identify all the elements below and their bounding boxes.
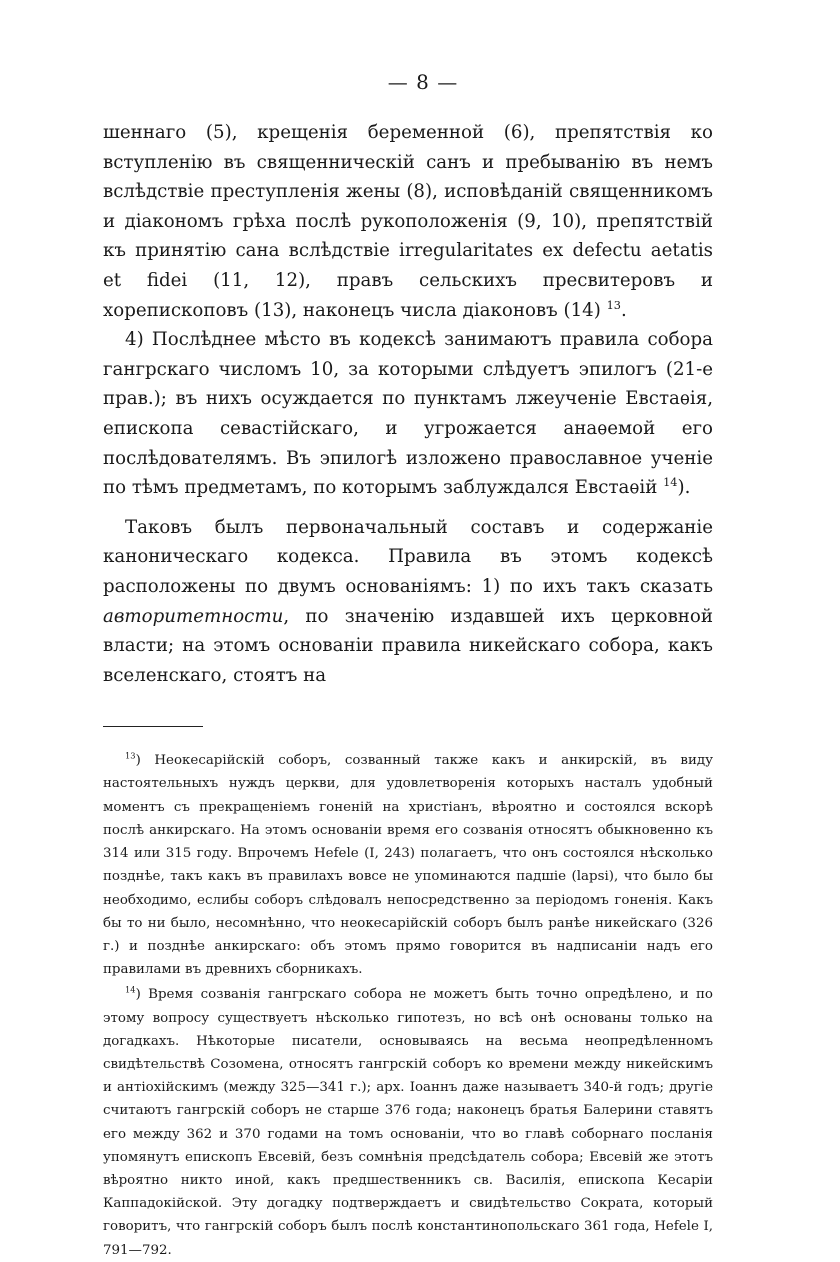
paragraph-text: 4) Послѣднее мѣсто въ кодексѣ занимаютъ правила собора гангрскаго числомъ 10, за которыми слѣдуетъ эпилогъ (21-е прав.); въ нихъ осуждается по пунктамъ лжеученіе Евстаѳія, епископа севастійскаго, и угрожается анаѳемой его послѣдователямъ. Въ эпилогѣ изложено православное ученіе по тѣмъ предметамъ, по которымъ заблуждался Евстаѳій xyxy=(103,329,713,499)
footnote-reference-13: 13 xyxy=(606,298,621,312)
paragraph-tail: ). xyxy=(677,477,691,499)
footnote-divider xyxy=(103,726,203,727)
footnote-14 xyxy=(103,983,713,1261)
paragraph-text: Таковъ былъ первоначальный составъ и содержаніе каноническаго кодекса. Правила въ этомъ кодексѣ расположены по двумъ основаніямъ: 1) по ихъ такъ сказать xyxy=(103,516,713,597)
book-page xyxy=(103,70,713,1262)
paragraph-text: шеннаго (5), крещенія беременной (6), препятствія ко вступленію въ священническій санъ и пребыванію въ немъ вслѣдствіе преступленія жены (8), исповѣданій священникомъ и діакономъ грѣха послѣ рукоположенія (9, 10), препятствій къ принятію сана вслѣдствіе irregularitates ex defectu aetatis et fidei (11, 12), правъ сельскихъ пресвитеровъ и хорепископовъ (13), наконецъ числа діаконовъ (14) xyxy=(103,122,713,321)
page-number: — 8 — xyxy=(387,70,459,94)
footnote-13 xyxy=(103,749,713,981)
footnote-marker: 13 xyxy=(125,750,136,761)
footnote-text: ) Время созванія гангрскаго собора не можетъ быть точно опредѣлено, и по этому вопросу существуетъ нѣсколько гипотезъ, но всѣ онѣ основаны только на догадкахъ. Нѣкоторые писатели, основываясь на весьма неопредѣленномъ свидѣтельствѣ Созомена, относятъ гангрскій соборъ ко времени между никейскимъ и антіохійскимъ (между 325—341 г.); арх. Іоаннъ даже называетъ 340-й годъ; другіе считаютъ гангрскій соборъ не старше 376 года; наконецъ братья Балерини ставятъ его между 362 и 370 годами на томъ основаніи, что во главѣ соборнаго посланія упомянутъ епископъ Евсевій, безъ сомнѣнія предсѣдатель собора; Евсевій же этотъ вѣроятно никто иной, какъ предшественникъ св. Василія, епископа Кесаріи Каппадокійской. Эту догадку подтверждаетъ и свидѣтельство Сократа, который говоритъ, что гангрскій соборъ былъ послѣ константинопольскаго 361 года, Hefele I, 791—792. xyxy=(103,987,713,1258)
footnote-reference-14: 14 xyxy=(663,476,678,490)
footnote-marker: 14 xyxy=(125,984,136,995)
paragraph-codex-composition xyxy=(103,513,713,691)
paragraph-text: , по значенію издавшей ихъ церковной власти; на этомъ основаніи правила никейскаго собора, какъ вселенскаго, стоятъ на xyxy=(103,605,713,686)
paragraph-continuation xyxy=(103,118,713,325)
footnotes xyxy=(103,749,713,1261)
paragraph-tail: . xyxy=(620,299,627,321)
emphasized-term: авторитетности xyxy=(103,605,284,627)
main-text xyxy=(103,118,713,690)
paragraph-gangra-canons xyxy=(103,325,713,503)
footnote-text: ) Неокесарійскій соборъ, созванный также какъ и анкирскій, въ виду настоятельныхъ нуждъ церкви, для удовлетворенія которыхъ насталъ удобный моментъ съ прекращеніемъ гоненій на христіанъ, вѣроятно и состоялся вскорѣ послѣ анкирскаго. На этомъ основаніи время его созванія относятъ обыкновенно къ 314 или 315 году. Впрочемъ Hefele (I, 243) полагаетъ, что онъ состоялся нѣсколько позднѣе, такъ какъ въ правилахъ вовсе не упоминаются падшіе (lapsi), что было бы необходимо, еслибы соборъ слѣдовалъ непосредственно за періодомъ гоненія. Какъ бы то ни было, несомнѣнно, что неокесарійскій соборъ былъ ранѣе никейскаго (326 г.) и позднѣе анкирскаго: объ этомъ прямо говорится въ надписаніи надъ его правилами въ древнихъ сборникахъ. xyxy=(103,753,713,978)
